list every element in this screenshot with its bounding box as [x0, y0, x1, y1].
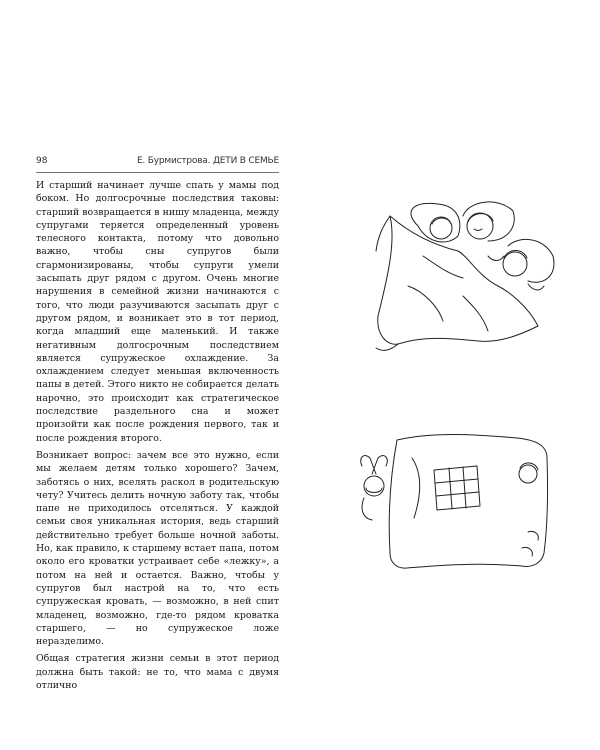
- paragraph-3: Общая стратегия жизни семьи в этот период должна быть такой: не то, что мама с двумя отлично: [36, 653, 279, 691]
- paragraph-2: Возникает вопрос: зачем все это нужно, если мы желаем детям только хорошего? Зачем, заботясь о них, вселять раскол в родительскую чету? Учитесь делить ночную заботу так, чтобы папе не приходилось отселяться. У каждой семьи своя уникальная история, ведь старший действительно требует больше ночной заботы. Но, как правило, к старшему встает папа, потом около его кроватки устраивает себе «лежку», а потом на ней и остается. Важно, чтобы у супругов был настрой на то, что есть супружеская кровать, — возможно, в ней спит младенец, возможно, где-то рядом кроватка старшего, — но супружеское ложе неразделимо.: [36, 449, 279, 648]
- paragraph-1: И старший начинает лучше спать у мамы под боком. Но долгосрочные последствия таковы: старший возвращается в нишу младенца, между супругами теряется определенный уровень телесного контакта, потому что довольно важно, чтобы сны супругов были сгармонизированы, чтобы супруги умели засыпать друг рядом с другом. Очень многие нарушения в семейной жизни начинаются с того, что люди разучиваются засыпать друг с другом рядом, и возникает это в тот период, когда младший еще маленький. И также негативным долгосрочным последствием является супружеское охлаждение. За охлаждением следует меньшая включенность папы в детей. Этого никто не собирается делать нарочно, это происходит как стратегическое последствие раздельного сна и может произойти как после рождения первого, так и после рождения второго.: [36, 180, 280, 444]
- page-number: 98: [36, 156, 48, 166]
- running-title: Е. Бурмистрова. ДЕТИ В СЕМЬЕ: [136, 156, 279, 166]
- couple-under-blanket-icon: [352, 428, 562, 578]
- body-text: [36, 179, 279, 692]
- header-rule: [36, 172, 279, 173]
- family-in-bed-icon: [368, 196, 568, 361]
